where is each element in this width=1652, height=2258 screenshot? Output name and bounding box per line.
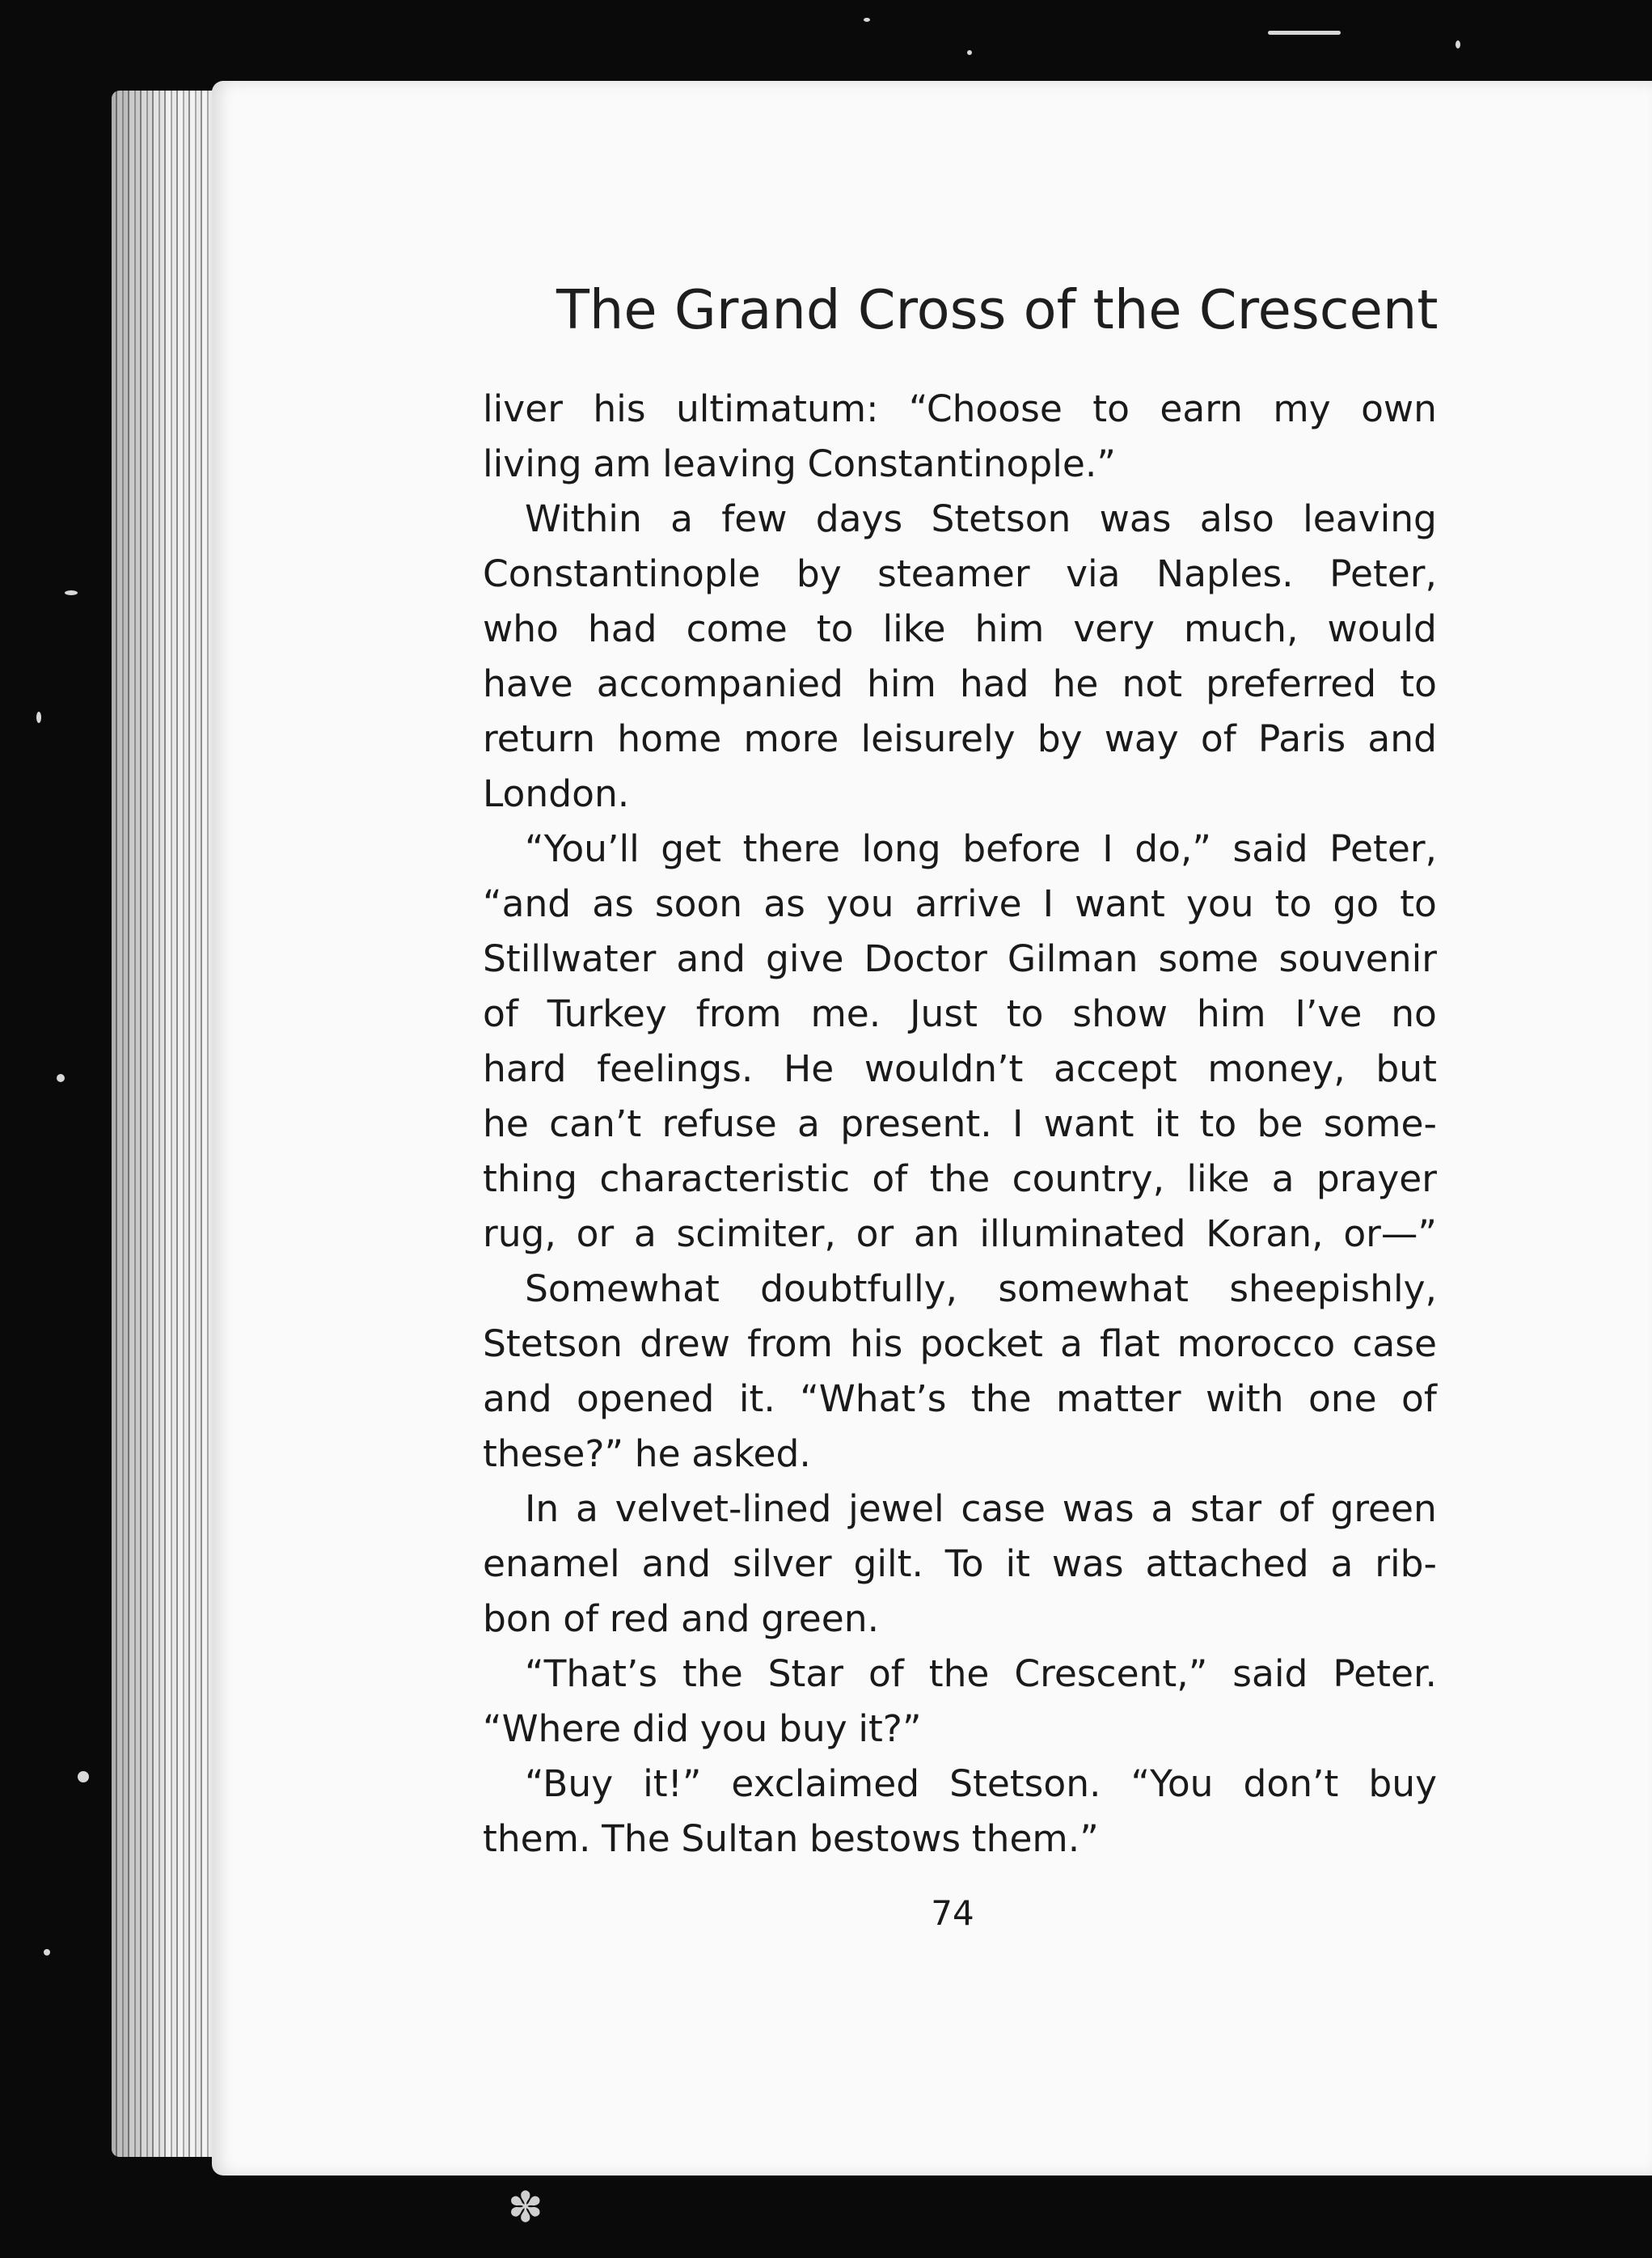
word: somewhat [998,1267,1189,1310]
word: “Buy [525,1762,614,1805]
word: gilt. [853,1542,923,1585]
word: accompanied [596,662,843,705]
word: Paris [1257,717,1346,760]
word: feelings. [597,1047,754,1090]
word: want [1043,1102,1134,1145]
word: give [766,937,844,980]
word: leaving [1303,497,1437,540]
word: there [742,827,840,870]
word: more [743,717,839,760]
word: liver [483,387,563,430]
word: of [1200,717,1236,760]
word: it. [738,1377,775,1420]
word: a [576,1487,598,1530]
word: green. [761,1597,880,1640]
film-speck [36,712,41,723]
word: of [1278,1487,1314,1530]
word: am [593,442,652,485]
word: Stetson [483,1322,623,1365]
word: you [1185,882,1254,925]
page-number: 74 [931,1893,974,1933]
word: by [1037,717,1083,760]
word: Within [525,497,642,540]
word: home [617,717,722,760]
word: Sultan [681,1817,799,1860]
word: arrive [915,882,1022,925]
word: to [1274,882,1312,925]
word: sheepishly, [1229,1267,1437,1310]
word: return [483,717,596,760]
word: Stetson [931,497,1071,540]
word: long [861,827,941,870]
text-line [483,1097,1437,1152]
word: said [1232,1652,1308,1695]
word: exclaimed [731,1762,920,1805]
word: a [1059,1322,1083,1365]
word: Crescent,” [1014,1652,1208,1695]
word: of [872,1157,908,1200]
text-line [483,547,1437,602]
text-line [483,932,1437,987]
word: can’t [549,1102,642,1145]
word: was [1062,1487,1134,1530]
word: or [576,1212,615,1255]
word: own [1361,387,1437,430]
word: jewel [848,1487,944,1530]
word: his [850,1322,903,1365]
word: “You’ll [525,827,640,870]
word: go [1333,882,1379,925]
word: leaving [662,442,796,485]
word: Peter. [1333,1652,1437,1695]
word: hard [483,1047,567,1090]
text-line [483,1042,1437,1097]
word: Constantinople.” [807,442,1116,485]
word: want [1075,882,1165,925]
word: said [1232,827,1308,870]
word: case [1352,1322,1437,1365]
word: via [1066,552,1121,595]
word: Naples. [1156,552,1294,595]
text-line [483,1647,1437,1702]
word: to [1092,387,1130,430]
word: asked. [691,1432,811,1475]
word: doubtfully, [760,1267,957,1310]
word: “Where [483,1707,622,1750]
word: as [592,882,634,925]
word: me. [810,992,881,1035]
text-line [483,1372,1437,1427]
word: them.” [971,1817,1099,1860]
word: “What’s [800,1377,947,1420]
word: but [1375,1047,1437,1090]
word: him [974,607,1045,650]
text-line [483,657,1437,712]
word: matter [1056,1377,1181,1420]
word: as [763,882,805,925]
text-line [483,437,1437,492]
word: flat [1100,1322,1160,1365]
film-speck [78,1771,89,1782]
word: The [602,1817,670,1860]
word: do,” [1134,827,1211,870]
word: no [1391,992,1437,1035]
word: pocket [919,1322,1043,1365]
word: I’ve [1295,992,1363,1035]
word: money, [1207,1047,1346,1090]
word: soon [654,882,743,925]
word: it [1154,1102,1180,1145]
word: a [1151,1487,1174,1530]
word: he [634,1432,681,1475]
word: he [1052,662,1099,705]
film-speck [1456,40,1460,49]
ink-smudge: ✽ [508,2184,543,2232]
word: wouldn’t [864,1047,1024,1090]
word: opened [577,1377,715,1420]
word: by [796,552,842,595]
word: Peter, [1329,827,1437,870]
text-line [483,382,1437,437]
word: silver [732,1542,832,1585]
word: accept [1054,1047,1177,1090]
word: present. [840,1102,992,1145]
word: I [1102,827,1113,870]
word: it!” [643,1762,702,1805]
film-speck [44,1949,50,1956]
film-speck [864,18,870,22]
word: of [563,1597,599,1640]
word: it?” [858,1707,922,1750]
word: and [680,1597,750,1640]
word: them. [483,1817,591,1860]
text-line [483,877,1437,932]
word: preferred [1206,662,1377,705]
word: steamer [877,552,1030,595]
text-line [483,1317,1437,1372]
text-line [483,987,1437,1042]
word: Turkey [547,992,667,1035]
word: a [797,1102,820,1145]
word: attached [1145,1542,1309,1585]
word: country, [1012,1157,1165,1200]
word: bon [483,1597,552,1640]
word: with [1206,1377,1284,1420]
word: a [1271,1157,1295,1200]
word: these?” [483,1432,624,1475]
film-speck [967,50,972,55]
word: living [483,442,582,485]
word: him [867,662,936,705]
text-line [483,822,1437,877]
word: green [1330,1487,1437,1530]
text-line [483,712,1437,767]
text-line [483,1207,1437,1262]
word: scimiter, [676,1212,836,1255]
word: bestows [809,1817,961,1860]
word: you [699,1707,768,1750]
word: Somewhat [525,1267,720,1310]
word: very [1073,607,1155,650]
running-head: The Grand Cross of the Crescent [556,278,1439,341]
word: “That’s [525,1652,658,1695]
word: red [609,1597,670,1640]
word: way [1104,717,1179,760]
word: Peter, [1329,552,1437,595]
word: and [676,937,746,980]
word: some- [1323,1102,1437,1145]
word: a [670,497,693,540]
text-line [483,1152,1437,1207]
film-speck [57,1074,65,1082]
word: Gilman [1007,937,1139,980]
film-speck [65,590,78,595]
word: also [1199,497,1274,540]
word: had [959,662,1029,705]
word: days [815,497,903,540]
word: an [913,1212,960,1255]
word: the [682,1652,743,1695]
word: morocco [1177,1322,1336,1365]
word: like [882,607,946,650]
word: like [1186,1157,1250,1200]
word: get [661,827,722,870]
word: “You [1130,1762,1214,1805]
word: was [1099,497,1172,540]
text-line [483,1812,1437,1867]
text-line [483,1482,1437,1537]
word: to [1400,882,1437,925]
word: prayer [1316,1157,1437,1200]
word: London. [483,772,630,815]
word: drew [640,1322,730,1365]
word: of [868,1652,904,1695]
word: leisurely [860,717,1016,760]
word: would [1327,607,1437,650]
word: before [962,827,1081,870]
word: not [1122,662,1183,705]
text-line [483,602,1437,657]
word: and [483,1377,552,1420]
word: Constantinople [483,552,761,595]
word: much, [1183,607,1299,650]
word: it [1005,1542,1030,1585]
word: Koran, [1206,1212,1324,1255]
word: be [1257,1102,1303,1145]
word: velvet-lined [615,1487,832,1530]
word: Star [767,1652,843,1695]
word: I [1042,882,1054,925]
word: Just [910,992,978,1035]
word: To [944,1542,984,1585]
word: or [856,1212,894,1255]
film-speck [1268,31,1341,35]
word: had [587,607,657,650]
word: In [525,1487,560,1530]
text-line [483,767,1437,822]
word: to [1400,662,1437,705]
word: rug, [483,1212,556,1255]
word: “Choose [908,387,1063,430]
word: star [1189,1487,1262,1530]
word: earn [1160,387,1243,430]
word: buy [1368,1762,1437,1805]
word: of [1401,1377,1437,1420]
word: and [641,1542,712,1585]
word: you [826,882,894,925]
word: my [1273,387,1331,430]
text-line [483,1757,1437,1812]
word: and [1367,717,1437,760]
word: I [1012,1102,1024,1145]
word: from [695,992,782,1035]
word: a [633,1212,657,1255]
word: some [1158,937,1259,980]
word: characteristic [599,1157,851,1200]
word: show [1072,992,1168,1035]
word: rib- [1375,1542,1437,1585]
text-line [483,1262,1437,1317]
word: the [970,1377,1032,1420]
word: one [1308,1377,1377,1420]
word: to [1199,1102,1237,1145]
word: souvenir [1278,937,1437,980]
word: Stetson. [949,1762,1101,1805]
word: “and [483,882,572,925]
word: he [483,1102,529,1145]
text-line [483,1427,1437,1482]
word: Stillwater [483,937,657,980]
word: or—” [1343,1212,1437,1255]
word: come [686,607,788,650]
word: was [1051,1542,1124,1585]
word: buy [779,1707,847,1750]
word: a [1330,1542,1354,1585]
word: him [1196,992,1266,1035]
word: to [816,607,854,650]
word: the [929,1157,991,1200]
word: He [783,1047,834,1090]
text-line [483,1702,1437,1757]
text-line [483,492,1437,547]
word: thing [483,1157,578,1200]
body-text [483,382,1437,1867]
word: enamel [483,1542,620,1585]
word: case [961,1487,1046,1530]
word: from [747,1322,833,1365]
word: few [721,497,788,540]
word: ultimatum: [675,387,879,430]
word: to [1006,992,1044,1035]
word: have [483,662,573,705]
word: don’t [1243,1762,1339,1805]
text-line [483,1537,1437,1592]
word: who [483,607,559,650]
word: illuminated [979,1212,1186,1255]
word: of [483,992,518,1035]
word: did [632,1707,690,1750]
word: his [593,387,646,430]
word: the [928,1652,990,1695]
word: Doctor [864,937,987,980]
word: refuse [661,1102,777,1145]
text-line [483,1592,1437,1647]
